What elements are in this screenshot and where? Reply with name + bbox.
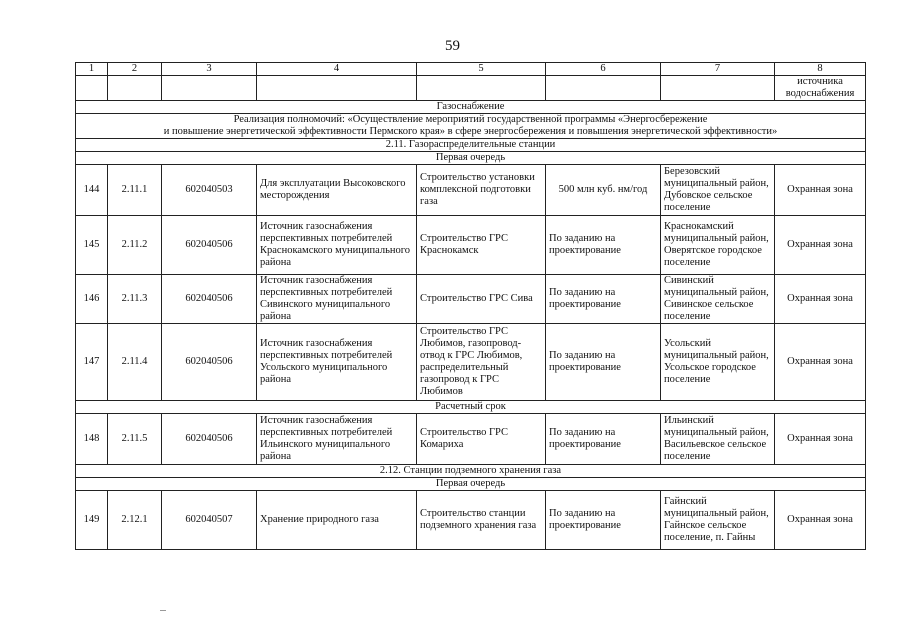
row-number: 148	[76, 414, 108, 465]
subsection-title: 2.12. Станции подземного хранения газа	[76, 465, 866, 478]
row-zone: Охранная зона	[775, 275, 866, 324]
row-purpose: Источник газоснабжения перспективных потребителей Краснокамского муниципального района	[257, 216, 417, 275]
row-object: Строительство ГРС Сива	[417, 275, 546, 324]
section-row	[76, 465, 866, 478]
row-location: Сивинский муниципальный район, Сивинское сельское поселение	[661, 275, 775, 324]
row-id: 602040506	[162, 324, 257, 401]
stage-title: Первая очередь	[76, 478, 866, 491]
planning-table	[75, 62, 866, 550]
row-param: По заданию на проектирование	[546, 275, 661, 324]
continuation-row	[76, 76, 866, 101]
row-location: Гайнский муниципальный район, Гайнское сельское поселение, п. Гайны	[661, 491, 775, 550]
stage-title: Первая очередь	[76, 152, 866, 165]
column-header: 8	[775, 63, 866, 76]
row-code: 2.12.1	[108, 491, 162, 550]
row-code: 2.11.2	[108, 216, 162, 275]
row-id: 602040506	[162, 414, 257, 465]
row-location: Краснокамский муниципальный район, Оверятское городское поселение	[661, 216, 775, 275]
row-param: По заданию на проектирование	[546, 491, 661, 550]
column-header: 7	[661, 63, 775, 76]
scan-artifact	[160, 610, 166, 611]
row-object: Строительство ГРС Краснокамск	[417, 216, 546, 275]
row-zone: Охранная зона	[775, 414, 866, 465]
table-row	[76, 165, 866, 216]
section-row	[76, 152, 866, 165]
row-id: 602040503	[162, 165, 257, 216]
row-object: Строительство ГРС Комариха	[417, 414, 546, 465]
row-zone: Охранная зона	[775, 491, 866, 550]
row-code: 2.11.3	[108, 275, 162, 324]
row-zone: Охранная зона	[775, 165, 866, 216]
section-row	[76, 401, 866, 414]
section-title: Газоснабжение	[76, 101, 866, 114]
row-purpose: Источник газоснабжения перспективных потребителей Ильинского муниципального района	[257, 414, 417, 465]
row-zone: Охранная зона	[775, 324, 866, 401]
powers-line: и повышение энергетической эффективности Пермского края» в сфере энергосбережения и повышения энергетической эффективности»	[163, 126, 778, 137]
row-location: Березовский муниципальный район, Дубовское сельское поселение	[661, 165, 775, 216]
stage-title: Расчетный срок	[76, 401, 866, 414]
column-header: 6	[546, 63, 661, 76]
section-row	[76, 114, 866, 139]
row-code: 2.11.5	[108, 414, 162, 465]
row-number: 149	[76, 491, 108, 550]
table-row	[76, 275, 866, 324]
table-row	[76, 216, 866, 275]
section-row	[76, 478, 866, 491]
powers-line: Реализация полномочий: «Осуществление мероприятий государственной программы «Энергосбережение	[233, 114, 708, 125]
column-header: 4	[257, 63, 417, 76]
powers-title	[76, 114, 866, 139]
row-number: 144	[76, 165, 108, 216]
column-number-row	[76, 63, 866, 76]
row-object: Строительство установки комплексной подготовки газа	[417, 165, 546, 216]
table-row	[76, 491, 866, 550]
row-purpose: Хранение природного газа	[257, 491, 417, 550]
row-code: 2.11.1	[108, 165, 162, 216]
row-param: 500 млн куб. нм/год	[546, 165, 661, 216]
row-param: По заданию на проектирование	[546, 216, 661, 275]
table-row	[76, 414, 866, 465]
section-row	[76, 101, 866, 114]
page-number: 59	[445, 38, 460, 54]
row-object: Строительство ГРС Любимов, газопровод-отвод к ГРС Любимов, распределительный газопровод к ГРС Любимов	[417, 324, 546, 401]
row-object: Строительство станции подземного хранения газа	[417, 491, 546, 550]
row-number: 145	[76, 216, 108, 275]
column-header: 5	[417, 63, 546, 76]
subsection-title: 2.11. Газораспределительные станции	[76, 139, 866, 152]
row-param: По заданию на проектирование	[546, 414, 661, 465]
row-number: 147	[76, 324, 108, 401]
row-purpose: Источник газоснабжения перспективных потребителей Усольского муниципального района	[257, 324, 417, 401]
table-row	[76, 324, 866, 401]
column-header: 3	[162, 63, 257, 76]
row-location: Усольский муниципальный район, Усольское городское поселение	[661, 324, 775, 401]
column-header: 1	[76, 63, 108, 76]
column-header: 2	[108, 63, 162, 76]
section-row	[76, 139, 866, 152]
row-param: По заданию на проектирование	[546, 324, 661, 401]
row-location: Ильинский муниципальный район, Васильевское сельское поселение	[661, 414, 775, 465]
row-purpose: Для эксплуатации Высоковского месторождения	[257, 165, 417, 216]
row-id: 602040507	[162, 491, 257, 550]
continuation-cell: источника водоснабжения	[775, 76, 866, 101]
row-zone: Охранная зона	[775, 216, 866, 275]
row-number: 146	[76, 275, 108, 324]
row-id: 602040506	[162, 216, 257, 275]
row-purpose: Источник газоснабжения перспективных потребителей Сивинского муниципального района	[257, 275, 417, 324]
row-id: 602040506	[162, 275, 257, 324]
row-code: 2.11.4	[108, 324, 162, 401]
